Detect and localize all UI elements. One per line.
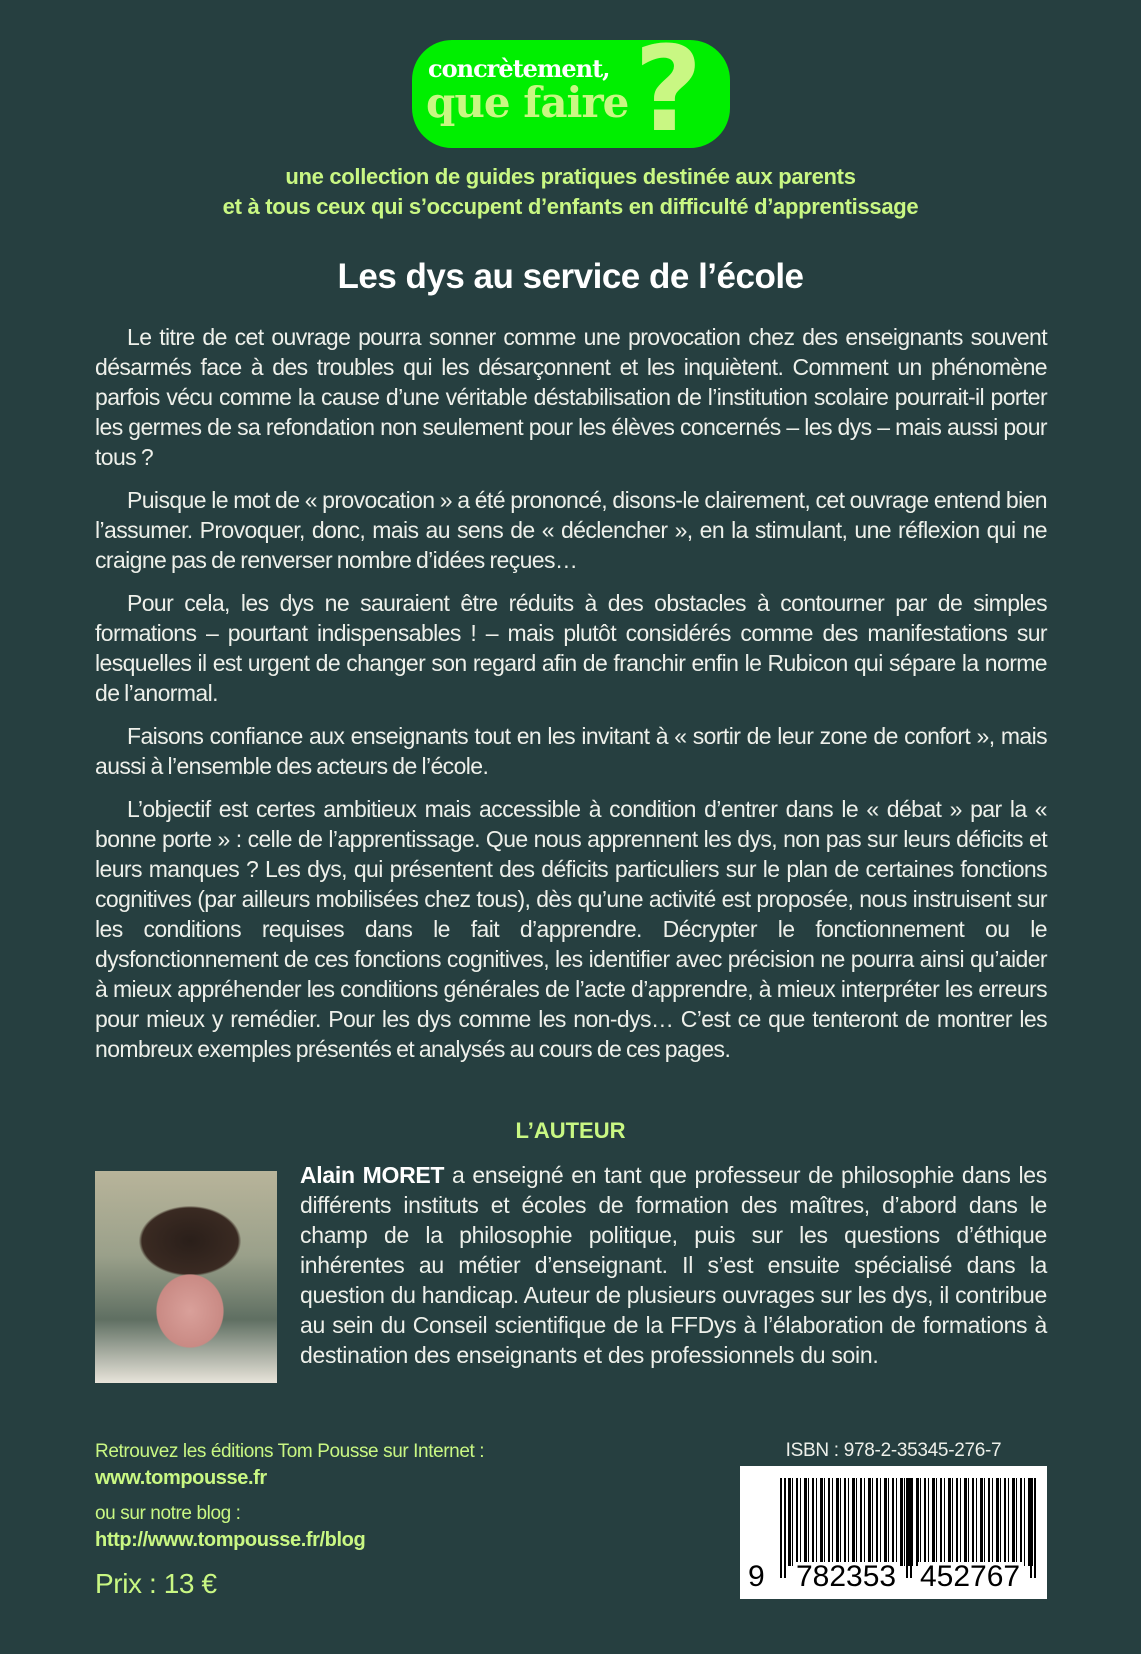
collection-logo <box>412 20 730 158</box>
blurb-paragraph-5: L’objectif est certes ambitieux mais accessible à condition d’entrer dans le « débat » par la « bonne porte » : celle de l’apprentissage. Que nous apprennent les dys, non pas sur leurs déficits et leurs manques ? Les dys, qui présentent des déficits particuliers sur le plan de certaines fonctions cognitives (par ailleurs mobilisées chez tous), dès qu’une activité est proposée, nous instruisent sur les conditions requises dans le fait d’apprendre. Décrypter le fonctionnement ou le dysfonctionnement de ces fonctions cognitives, les identifier avec précision ne pourra ainsi qu’aider à mieux appréhender les conditions générales de l’acte d’apprendre, à mieux interpréter les erreurs pour mieux y remédier. Pour les dys comme les non-dys… C’est ce que tenteront de montrer les nombreux exemples présentés et analysés au cours de ces pages. <box>95 796 1047 1062</box>
collection-tagline-line-1: une collection de guides pratiques destinée aux parents <box>285 164 856 189</box>
isbn-label: ISBN : 978-2-35345-276-7 <box>785 1440 1002 1461</box>
barcode-guard-center <box>906 1478 908 1578</box>
author-name: Alain MORET <box>300 1162 445 1188</box>
website-intro: Retrouvez les éditions Tom Pousse sur Internet : <box>95 1441 485 1462</box>
blurb-paragraph-2: Puisque le mot de « provocation » a été prononcé, disons-le clairement, cet ouvrage entend bien l’assumer. Provoquer, donc, mais au sens de « déclencher », en la stimulant, une réflexion qui ne craigne pas de renverser nombre d’idées reçues… <box>95 487 1047 573</box>
blog-intro: ou sur notre blog : <box>95 1503 241 1524</box>
book-title: Les dys au service de l’école <box>337 257 804 296</box>
blurb <box>95 322 1047 1077</box>
question-mark-icon: ? <box>634 20 703 158</box>
blurb-paragraph-3: Pour cela, les dys ne sauraient être réduits à des obstacles à contourner par de simples formations – pourtant indispensables ! – mais plutôt considérés comme des manifestations sur lesquelles il est urgent de changer son regard afin de franchir enfin le Rubicon qui sépare la norme de l’anormal. <box>95 590 1047 706</box>
price: Prix : 13 € <box>95 1568 217 1599</box>
blog-link[interactable]: http://www.tompousse.fr/blog <box>95 1529 366 1551</box>
barcode-digits-left: 782353 <box>796 1560 897 1593</box>
logo-line-1: concrètement, <box>428 54 610 83</box>
collection-tagline-line-2: et à tous ceux qui s’occupent d’enfants en difficulté d’apprentissage <box>222 194 919 219</box>
website-link[interactable]: www.tompousse.fr <box>95 1467 267 1489</box>
author-bio <box>300 1160 1047 1370</box>
blurb-paragraph-1: Le titre de cet ouvrage pourra sonner comme une provocation chez des enseignants souvent désarmés face à des troubles qui les désarçonnent et les inquiètent. Comment un phénomène parfois vécu comme la cause d’une véritable déstabilisation de l’institution scolaire pourrait-il porter les germes de sa refondation non seulement pour les élèves concernés – les dys – mais aussi pour tous ? <box>95 324 1047 470</box>
author-photo <box>95 1171 277 1383</box>
blurb-paragraph-4: Faisons confiance aux enseignants tout en les invitant à « sortir de leur zone de confort », mais aussi à l’ensemble des acteurs de l’école. <box>95 723 1047 779</box>
barcode <box>740 1466 1047 1599</box>
publisher-info <box>95 1438 484 1597</box>
barcode-digits-right: 452767 <box>920 1560 1021 1593</box>
logo-line-2: que faire <box>426 78 629 127</box>
author-section-heading: L’AUTEUR <box>515 1118 626 1143</box>
barcode-digit-first: 9 <box>748 1560 765 1593</box>
barcode-guard-center-2 <box>910 1478 912 1578</box>
barcode-guard-left-2 <box>784 1478 786 1578</box>
barcode-guard-right <box>1030 1478 1032 1578</box>
barcode-guard-right-2 <box>1034 1478 1036 1578</box>
barcode-guard-left <box>780 1478 782 1578</box>
author-bio-text: a enseigné en tant que professeur de philosophie dans les différents instituts et écoles de formation des maîtres, d’abord dans le champ de la philosophie politique, puis sur les questions d’éthique inhérentes au métier d’enseignant. Il s’est ensuite spécialisé dans la question du handicap. Auteur de plusieurs ouvrages sur les dys, il contribue au sein du Conseil scientifique de la FFDys à l’élaboration de formations à destination des enseignants et des professionnels du soin. <box>300 1162 1047 1368</box>
